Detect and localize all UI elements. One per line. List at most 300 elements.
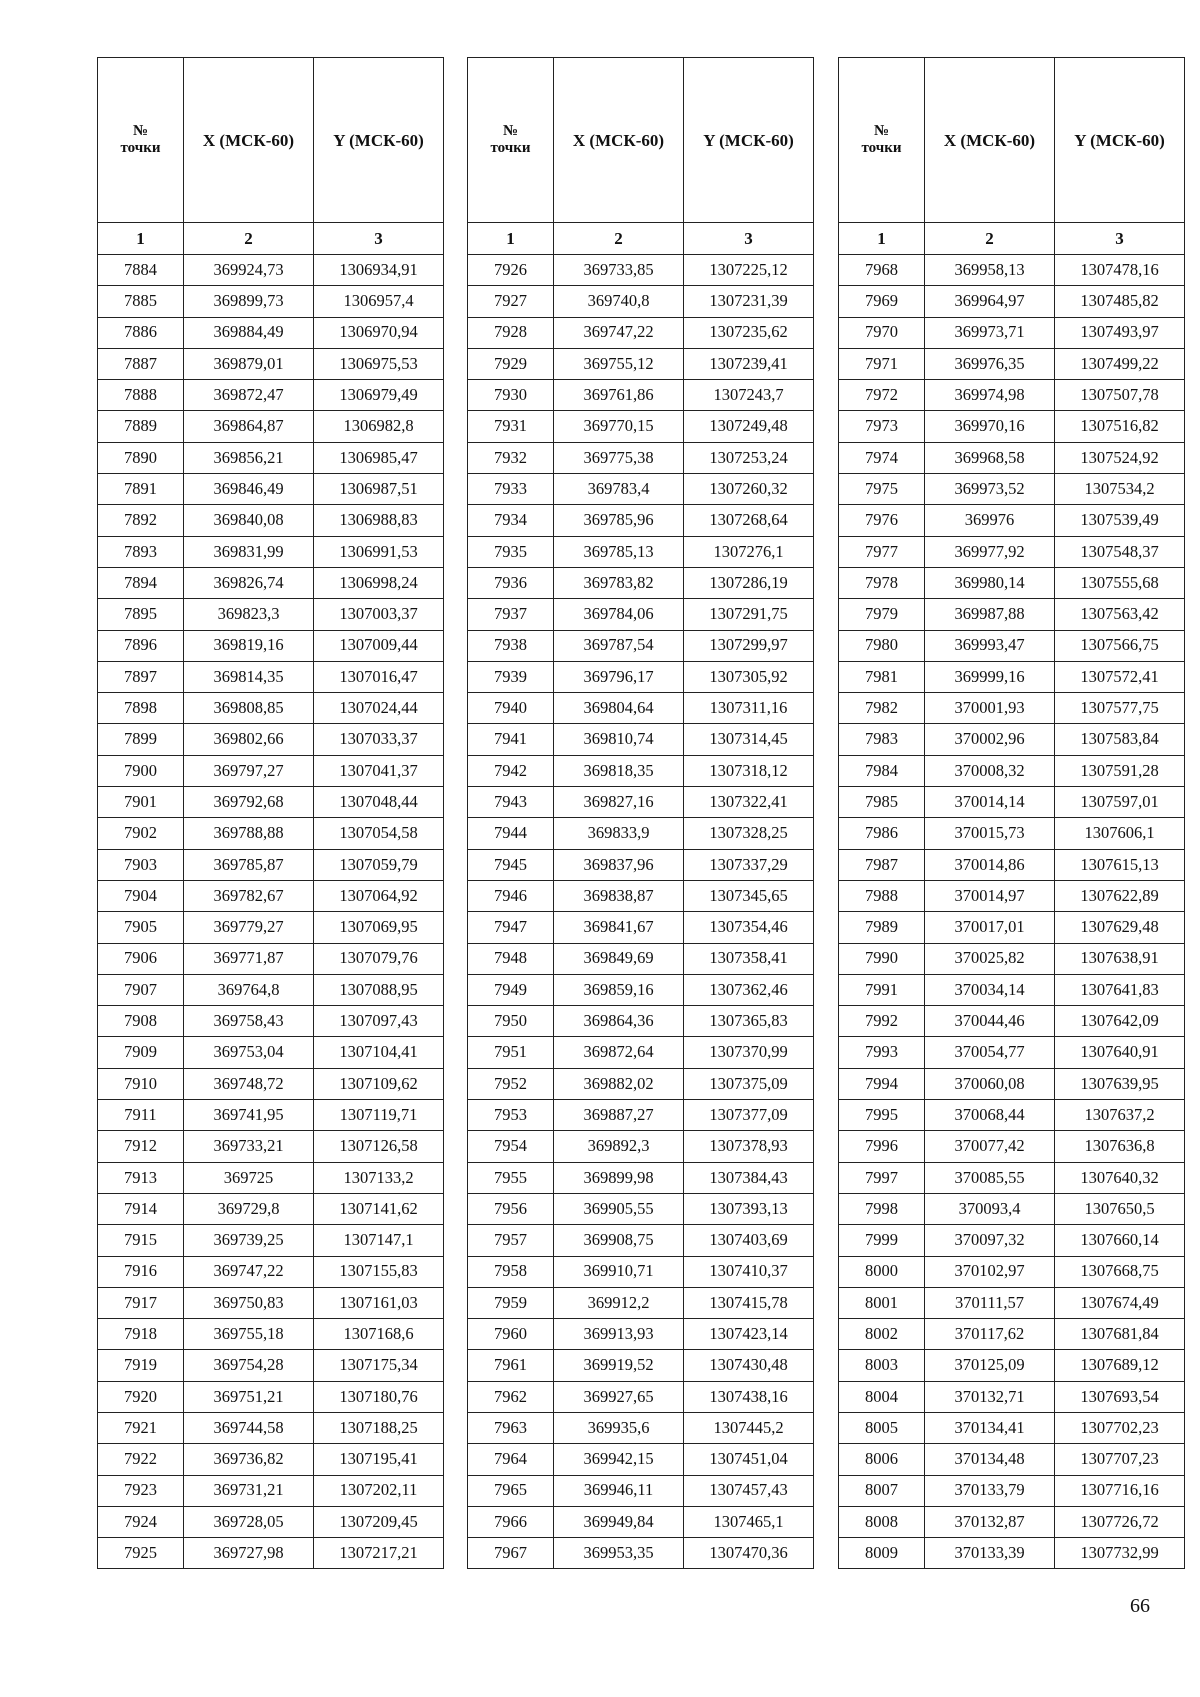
point-number-cell: 7900 [98, 755, 184, 786]
x-coordinate-cell: 369744,58 [184, 1412, 314, 1443]
y-coordinate-cell: 1307636,8 [1055, 1131, 1185, 1162]
table-row [468, 1381, 814, 1412]
x-coordinate-cell: 369826,74 [184, 567, 314, 598]
x-coordinate-cell: 370054,77 [925, 1037, 1055, 1068]
point-number-cell: 7972 [839, 380, 925, 411]
point-number-cell: 7973 [839, 411, 925, 442]
x-coordinate-cell: 369753,04 [184, 1037, 314, 1068]
point-number-cell: 7965 [468, 1475, 554, 1506]
table-row [98, 442, 444, 473]
x-coordinate-cell: 369872,64 [554, 1037, 684, 1068]
table-row [839, 661, 1185, 692]
x-coordinate-cell: 369993,47 [925, 630, 1055, 661]
column-index: 1 [839, 223, 925, 255]
table-row [839, 1444, 1185, 1475]
x-coordinate-cell: 369953,35 [554, 1538, 684, 1569]
table-row [839, 567, 1185, 598]
x-coordinate-cell: 369946,11 [554, 1475, 684, 1506]
table-row [98, 849, 444, 880]
table-row [468, 693, 814, 724]
column-index: 2 [184, 223, 314, 255]
y-coordinate-cell: 1307629,48 [1055, 912, 1185, 943]
column-index: 3 [684, 223, 814, 255]
x-coordinate-cell: 370017,01 [925, 912, 1055, 943]
x-coordinate-cell: 369819,16 [184, 630, 314, 661]
header-x: X (МСК-60) [184, 58, 314, 223]
point-number-cell: 7896 [98, 630, 184, 661]
y-coordinate-cell: 1306957,4 [314, 286, 444, 317]
point-number-cell: 7978 [839, 567, 925, 598]
x-coordinate-cell: 369841,67 [554, 912, 684, 943]
point-number-cell: 7993 [839, 1037, 925, 1068]
point-number-cell: 7925 [98, 1538, 184, 1569]
table-row [839, 442, 1185, 473]
table-row [839, 1100, 1185, 1131]
table-row [98, 1319, 444, 1350]
table-row [839, 1068, 1185, 1099]
x-coordinate-cell: 369864,36 [554, 1006, 684, 1037]
x-coordinate-cell: 369818,35 [554, 755, 684, 786]
y-coordinate-cell: 1307660,14 [1055, 1225, 1185, 1256]
table-row [839, 693, 1185, 724]
table-row [468, 1538, 814, 1569]
y-coordinate-cell: 1307707,23 [1055, 1444, 1185, 1475]
x-coordinate-cell: 369792,68 [184, 787, 314, 818]
table-row [98, 1193, 444, 1224]
table-row [468, 912, 814, 943]
table-row [98, 380, 444, 411]
point-number-cell: 7887 [98, 348, 184, 379]
point-number-cell: 7980 [839, 630, 925, 661]
x-coordinate-cell: 369796,17 [554, 661, 684, 692]
table-row [839, 1350, 1185, 1381]
x-coordinate-cell: 369833,9 [554, 818, 684, 849]
table-row [98, 943, 444, 974]
y-coordinate-cell: 1306991,53 [314, 536, 444, 567]
column-index: 3 [314, 223, 444, 255]
y-coordinate-cell: 1307337,29 [684, 849, 814, 880]
point-number-cell: 7997 [839, 1162, 925, 1193]
point-number-cell: 7885 [98, 286, 184, 317]
y-coordinate-cell: 1307054,58 [314, 818, 444, 849]
point-number-cell: 7923 [98, 1475, 184, 1506]
y-coordinate-cell: 1307726,72 [1055, 1506, 1185, 1537]
point-number-cell: 7984 [839, 755, 925, 786]
y-coordinate-cell: 1307689,12 [1055, 1350, 1185, 1381]
point-number-cell: 7892 [98, 505, 184, 536]
x-coordinate-cell: 369919,52 [554, 1350, 684, 1381]
y-coordinate-cell: 1307188,25 [314, 1412, 444, 1443]
y-coordinate-cell: 1307365,83 [684, 1006, 814, 1037]
table-row [468, 1131, 814, 1162]
x-coordinate-cell: 369725 [184, 1162, 314, 1193]
table-row [98, 1381, 444, 1412]
point-number-cell: 7933 [468, 474, 554, 505]
table-row [98, 1475, 444, 1506]
x-coordinate-cell: 370111,57 [925, 1287, 1055, 1318]
y-coordinate-cell: 1307622,89 [1055, 880, 1185, 911]
point-number-cell: 8006 [839, 1444, 925, 1475]
y-coordinate-cell: 1307641,83 [1055, 974, 1185, 1005]
x-coordinate-cell: 370002,96 [925, 724, 1055, 755]
x-coordinate-cell: 369973,52 [925, 474, 1055, 505]
table-row [839, 912, 1185, 943]
point-number-cell: 7991 [839, 974, 925, 1005]
y-coordinate-cell: 1307716,16 [1055, 1475, 1185, 1506]
y-coordinate-cell: 1307126,58 [314, 1131, 444, 1162]
point-number-cell: 7947 [468, 912, 554, 943]
point-number-cell: 7884 [98, 255, 184, 286]
y-coordinate-cell: 1307155,83 [314, 1256, 444, 1287]
y-coordinate-cell: 1307003,37 [314, 599, 444, 630]
point-number-cell: 8000 [839, 1256, 925, 1287]
x-coordinate-cell: 369905,55 [554, 1193, 684, 1224]
column-index-row [839, 223, 1185, 255]
y-coordinate-cell: 1307024,44 [314, 693, 444, 724]
point-number-cell: 7963 [468, 1412, 554, 1443]
x-coordinate-cell: 370134,41 [925, 1412, 1055, 1443]
y-coordinate-cell: 1307493,97 [1055, 317, 1185, 348]
point-number-cell: 7975 [839, 474, 925, 505]
point-number-cell: 7941 [468, 724, 554, 755]
table-row [98, 974, 444, 1005]
x-coordinate-cell: 370132,87 [925, 1506, 1055, 1537]
x-coordinate-cell: 370014,97 [925, 880, 1055, 911]
table-row [839, 1256, 1185, 1287]
x-coordinate-cell: 369859,16 [554, 974, 684, 1005]
column-index: 2 [925, 223, 1055, 255]
x-coordinate-cell: 369977,92 [925, 536, 1055, 567]
y-coordinate-cell: 1307668,75 [1055, 1256, 1185, 1287]
x-coordinate-cell: 369882,02 [554, 1068, 684, 1099]
point-number-cell: 7957 [468, 1225, 554, 1256]
y-coordinate-cell: 1307175,34 [314, 1350, 444, 1381]
table-row [98, 536, 444, 567]
table-row [468, 1193, 814, 1224]
column-index-row [468, 223, 814, 255]
x-coordinate-cell: 370117,62 [925, 1319, 1055, 1350]
x-coordinate-cell: 369872,47 [184, 380, 314, 411]
table-row [98, 693, 444, 724]
x-coordinate-cell: 369887,27 [554, 1100, 684, 1131]
point-number-cell: 7977 [839, 536, 925, 567]
x-coordinate-cell: 369788,88 [184, 818, 314, 849]
x-coordinate-cell: 370102,97 [925, 1256, 1055, 1287]
table-row [839, 1162, 1185, 1193]
table-row [98, 1068, 444, 1099]
y-coordinate-cell: 1307033,37 [314, 724, 444, 755]
table-row [98, 1444, 444, 1475]
point-number-cell: 7956 [468, 1193, 554, 1224]
table-row [98, 348, 444, 379]
point-number-cell: 7906 [98, 943, 184, 974]
point-number-cell: 8004 [839, 1381, 925, 1412]
point-number-cell: 7967 [468, 1538, 554, 1569]
point-number-cell: 7986 [839, 818, 925, 849]
point-number-cell: 7969 [839, 286, 925, 317]
table-row [98, 1100, 444, 1131]
y-coordinate-cell: 1307583,84 [1055, 724, 1185, 755]
point-number-cell: 7987 [839, 849, 925, 880]
table-row [98, 1287, 444, 1318]
point-number-cell: 7968 [839, 255, 925, 286]
y-coordinate-cell: 1306998,24 [314, 567, 444, 598]
x-coordinate-cell: 370133,39 [925, 1538, 1055, 1569]
table-row [839, 286, 1185, 317]
table-row [98, 599, 444, 630]
table-row [468, 755, 814, 786]
point-number-cell: 8001 [839, 1287, 925, 1318]
point-number-cell: 7889 [98, 411, 184, 442]
y-coordinate-cell: 1307637,2 [1055, 1100, 1185, 1131]
table-row [839, 849, 1185, 880]
x-coordinate-cell: 369727,98 [184, 1538, 314, 1569]
table-row [839, 380, 1185, 411]
table-row [98, 1162, 444, 1193]
x-coordinate-cell: 370134,48 [925, 1444, 1055, 1475]
y-coordinate-cell: 1307318,12 [684, 755, 814, 786]
y-coordinate-cell: 1307370,99 [684, 1037, 814, 1068]
table-row [98, 630, 444, 661]
y-coordinate-cell: 1307524,92 [1055, 442, 1185, 473]
table-row [98, 317, 444, 348]
table-row [839, 943, 1185, 974]
table-row [98, 1350, 444, 1381]
table-row [468, 849, 814, 880]
x-coordinate-cell: 369958,13 [925, 255, 1055, 286]
y-coordinate-cell: 1307097,43 [314, 1006, 444, 1037]
table-row [839, 818, 1185, 849]
page-number: 66 [1130, 1595, 1150, 1617]
x-coordinate-cell: 369736,82 [184, 1444, 314, 1475]
table-row [468, 1225, 814, 1256]
x-coordinate-cell: 369785,96 [554, 505, 684, 536]
table-row [839, 880, 1185, 911]
x-coordinate-cell: 369755,18 [184, 1319, 314, 1350]
point-number-cell: 7983 [839, 724, 925, 755]
x-coordinate-cell: 370060,08 [925, 1068, 1055, 1099]
header-y: Y (МСК-60) [1055, 58, 1185, 223]
y-coordinate-cell: 1307268,64 [684, 505, 814, 536]
point-number-cell: 7891 [98, 474, 184, 505]
table-row [839, 1381, 1185, 1412]
y-coordinate-cell: 1307438,16 [684, 1381, 814, 1412]
table-row [839, 1287, 1185, 1318]
point-number-cell: 7960 [468, 1319, 554, 1350]
y-coordinate-cell: 1307516,82 [1055, 411, 1185, 442]
x-coordinate-cell: 370014,86 [925, 849, 1055, 880]
point-number-cell: 7895 [98, 599, 184, 630]
point-number-cell: 7976 [839, 505, 925, 536]
y-coordinate-cell: 1307403,69 [684, 1225, 814, 1256]
y-coordinate-cell: 1307286,19 [684, 567, 814, 598]
x-coordinate-cell: 369910,71 [554, 1256, 684, 1287]
header-y: Y (МСК-60) [684, 58, 814, 223]
y-coordinate-cell: 1307642,09 [1055, 1006, 1185, 1037]
point-number-cell: 7994 [839, 1068, 925, 1099]
table-row [839, 1193, 1185, 1224]
table-row [98, 1538, 444, 1569]
table-row [839, 724, 1185, 755]
point-number-cell: 7899 [98, 724, 184, 755]
table-row [468, 974, 814, 1005]
x-coordinate-cell: 369884,49 [184, 317, 314, 348]
point-number-cell: 7966 [468, 1506, 554, 1537]
point-number-cell: 8008 [839, 1506, 925, 1537]
point-number-cell: 7936 [468, 567, 554, 598]
table-row [468, 787, 814, 818]
y-coordinate-cell: 1307499,22 [1055, 348, 1185, 379]
y-coordinate-cell: 1307147,1 [314, 1225, 444, 1256]
y-coordinate-cell: 1307161,03 [314, 1287, 444, 1318]
y-coordinate-cell: 1307016,47 [314, 661, 444, 692]
x-coordinate-cell: 370125,09 [925, 1350, 1055, 1381]
y-coordinate-cell: 1307243,7 [684, 380, 814, 411]
x-coordinate-cell: 369837,96 [554, 849, 684, 880]
x-coordinate-cell: 370133,79 [925, 1475, 1055, 1506]
table-row [468, 1162, 814, 1193]
x-coordinate-cell: 369787,54 [554, 630, 684, 661]
table-row [468, 255, 814, 286]
point-number-cell: 7918 [98, 1319, 184, 1350]
table-row [468, 1068, 814, 1099]
y-coordinate-cell: 1307702,23 [1055, 1412, 1185, 1443]
header-row [468, 58, 814, 223]
point-number-cell: 7911 [98, 1100, 184, 1131]
y-coordinate-cell: 1307322,41 [684, 787, 814, 818]
table-row [839, 474, 1185, 505]
x-coordinate-cell: 369856,21 [184, 442, 314, 473]
point-number-cell: 7952 [468, 1068, 554, 1099]
point-number-cell: 7948 [468, 943, 554, 974]
x-coordinate-cell: 369838,87 [554, 880, 684, 911]
point-number-cell: 7928 [468, 317, 554, 348]
x-coordinate-cell: 369761,86 [554, 380, 684, 411]
table-row [98, 1225, 444, 1256]
y-coordinate-cell: 1307640,32 [1055, 1162, 1185, 1193]
x-coordinate-cell: 369782,67 [184, 880, 314, 911]
point-number-cell: 7946 [468, 880, 554, 911]
point-number-cell: 7919 [98, 1350, 184, 1381]
point-number-cell: 7917 [98, 1287, 184, 1318]
point-number-cell: 7912 [98, 1131, 184, 1162]
y-coordinate-cell: 1307276,1 [684, 536, 814, 567]
header-row [98, 58, 444, 223]
y-coordinate-cell: 1307291,75 [684, 599, 814, 630]
y-coordinate-cell: 1307141,62 [314, 1193, 444, 1224]
point-number-cell: 7998 [839, 1193, 925, 1224]
column-index: 3 [1055, 223, 1185, 255]
header-x: X (МСК-60) [554, 58, 684, 223]
x-coordinate-cell: 369733,21 [184, 1131, 314, 1162]
table-row [98, 1256, 444, 1287]
y-coordinate-cell: 1307597,01 [1055, 787, 1185, 818]
x-coordinate-cell: 369899,73 [184, 286, 314, 317]
table-row [98, 411, 444, 442]
table-row [468, 1350, 814, 1381]
y-coordinate-cell: 1307375,09 [684, 1068, 814, 1099]
table-row [468, 1006, 814, 1037]
point-number-cell: 7905 [98, 912, 184, 943]
y-coordinate-cell: 1307451,04 [684, 1444, 814, 1475]
point-number-cell: 7888 [98, 380, 184, 411]
x-coordinate-cell: 369927,65 [554, 1381, 684, 1412]
point-number-cell: 7934 [468, 505, 554, 536]
y-coordinate-cell: 1307548,37 [1055, 536, 1185, 567]
x-coordinate-cell: 369827,16 [554, 787, 684, 818]
point-number-cell: 8003 [839, 1350, 925, 1381]
point-number-cell: 7926 [468, 255, 554, 286]
table-row [839, 974, 1185, 1005]
y-coordinate-cell: 1307362,46 [684, 974, 814, 1005]
table-row [468, 286, 814, 317]
table-row [839, 348, 1185, 379]
x-coordinate-cell: 369784,06 [554, 599, 684, 630]
table-row [468, 1444, 814, 1475]
table-row [839, 505, 1185, 536]
point-number-cell: 7886 [98, 317, 184, 348]
y-coordinate-cell: 1307384,43 [684, 1162, 814, 1193]
table-row [839, 1319, 1185, 1350]
point-number-cell: 7915 [98, 1225, 184, 1256]
y-coordinate-cell: 1306934,91 [314, 255, 444, 286]
table-row [468, 724, 814, 755]
table-row [839, 317, 1185, 348]
x-coordinate-cell: 369840,08 [184, 505, 314, 536]
y-coordinate-cell: 1307345,65 [684, 880, 814, 911]
y-coordinate-cell: 1307069,95 [314, 912, 444, 943]
table-row [98, 1037, 444, 1068]
x-coordinate-cell: 369831,99 [184, 536, 314, 567]
table-row [98, 787, 444, 818]
table-row [839, 755, 1185, 786]
x-coordinate-cell: 370008,32 [925, 755, 1055, 786]
table-row [98, 474, 444, 505]
x-coordinate-cell: 369728,05 [184, 1506, 314, 1537]
point-number-cell: 7901 [98, 787, 184, 818]
point-number-cell: 7959 [468, 1287, 554, 1318]
x-coordinate-cell: 369908,75 [554, 1225, 684, 1256]
point-number-cell: 7974 [839, 442, 925, 473]
point-number-cell: 7955 [468, 1162, 554, 1193]
y-coordinate-cell: 1307253,24 [684, 442, 814, 473]
column-index: 2 [554, 223, 684, 255]
y-coordinate-cell: 1307563,42 [1055, 599, 1185, 630]
table-row [98, 505, 444, 536]
table-row [839, 787, 1185, 818]
table-row [98, 1412, 444, 1443]
x-coordinate-cell: 370093,4 [925, 1193, 1055, 1224]
y-coordinate-cell: 1307195,41 [314, 1444, 444, 1475]
point-number-cell: 7927 [468, 286, 554, 317]
y-coordinate-cell: 1307377,09 [684, 1100, 814, 1131]
y-coordinate-cell: 1307260,32 [684, 474, 814, 505]
table-row [839, 1475, 1185, 1506]
x-coordinate-cell: 369899,98 [554, 1162, 684, 1193]
y-coordinate-cell: 1307064,92 [314, 880, 444, 911]
x-coordinate-cell: 370085,55 [925, 1162, 1055, 1193]
x-coordinate-cell: 369949,84 [554, 1506, 684, 1537]
x-coordinate-cell: 369797,27 [184, 755, 314, 786]
point-number-cell: 7893 [98, 536, 184, 567]
x-coordinate-cell: 369804,64 [554, 693, 684, 724]
x-coordinate-cell: 369980,14 [925, 567, 1055, 598]
point-number-cell: 7951 [468, 1037, 554, 1068]
point-number-cell: 7921 [98, 1412, 184, 1443]
point-number-cell: 7949 [468, 974, 554, 1005]
y-coordinate-cell: 1306979,49 [314, 380, 444, 411]
table-row [98, 286, 444, 317]
